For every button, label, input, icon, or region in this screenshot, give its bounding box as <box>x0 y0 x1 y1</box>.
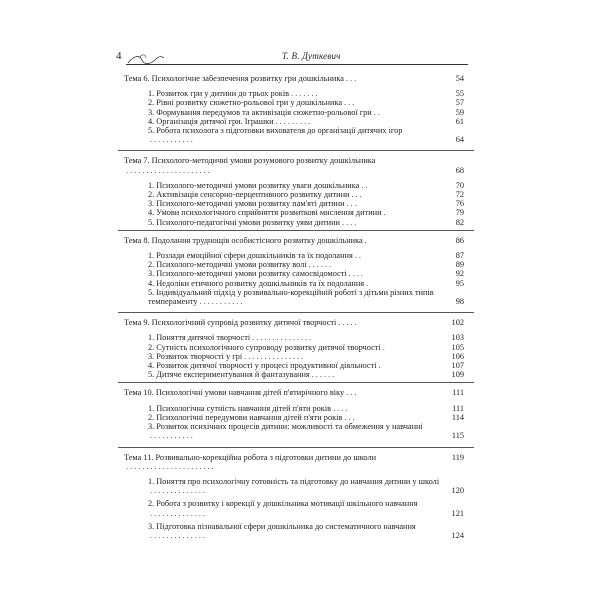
section-page: 54 <box>455 74 464 83</box>
leader-dots: ...... <box>311 370 337 380</box>
section-page: 111 <box>452 388 464 398</box>
item-text: 1. Розлади емоційної сфери дошкільників та їх подолання <box>148 251 353 261</box>
leader-dots: . <box>382 342 387 352</box>
leader-dots: .... <box>348 269 365 279</box>
section-title-text: Тема 10. Психологічні умови навчання дітей п'ятирічного віку <box>124 388 345 398</box>
toc-section <box>124 236 464 315</box>
section-divider <box>124 148 464 153</box>
section-title-text: Тема 6. Психологічне забезпечення розвитку гри дошкільника <box>124 74 344 83</box>
toc-section <box>124 388 464 449</box>
item-page: 107 <box>451 361 464 371</box>
item-page: 109 <box>451 370 464 380</box>
toc-section <box>124 156 464 232</box>
leader-dots: ..... <box>338 318 359 328</box>
leader-dots: ... <box>344 412 357 422</box>
leader-dots: .. <box>373 107 382 117</box>
item-page: 82 <box>455 217 464 227</box>
item-page: 87 <box>455 251 464 261</box>
item-text: 4. Організація дитячої гри. Іграшки <box>148 116 274 126</box>
leader-dots: ............... <box>244 351 306 361</box>
list-item <box>148 108 464 117</box>
list-item <box>148 269 464 278</box>
toc-section <box>124 318 464 385</box>
list-item <box>148 343 464 352</box>
leader-dots: .............. <box>150 530 208 540</box>
item-text: 3. Розвиток психічних процесів дитини: можливості та обмеження у навчанні <box>148 422 423 432</box>
item-page: 55 <box>455 89 464 99</box>
item-page: 70 <box>455 180 464 190</box>
item-text: 4. Недоліки етичного розвитку дошкільників та їх подолання <box>148 278 365 288</box>
item-page: 95 <box>455 278 464 288</box>
item-page: 61 <box>455 116 464 126</box>
item-page: 79 <box>455 208 464 218</box>
item-page: 57 <box>455 98 464 108</box>
list-item <box>148 333 464 342</box>
item-text: 3. Підготовка пізнавальної сфери дошкільника до систематичного навчання <box>148 521 416 531</box>
leader-dots: ... <box>345 74 359 83</box>
page-number: 4 <box>116 50 122 62</box>
item-text: 1. Поняття про психологічну готовність та підготовку до навчання дитини у школі <box>148 476 440 486</box>
section-divider <box>124 228 464 233</box>
list-item <box>148 89 464 98</box>
item-text: 2. Психологічні передумови навчання дітей п'яти років <box>148 412 343 422</box>
section-title <box>124 236 464 245</box>
item-text: 3. Розвиток творчості у грі <box>148 351 243 361</box>
leader-dots: . <box>364 235 369 245</box>
list-item <box>148 117 464 126</box>
item-text: 2. Сутність психологічного супроводу розвитку дитячої творчості <box>148 342 381 352</box>
leader-dots: .. <box>354 251 363 261</box>
section-title <box>124 156 464 174</box>
leader-dots: .... <box>342 217 359 227</box>
item-text: 4. Розвиток дитячої творчості у процесі продуктивної діяльності <box>148 361 377 371</box>
leader-dots: ........... <box>199 297 245 307</box>
toc-section <box>124 453 464 541</box>
leader-dots: ...... <box>308 260 334 270</box>
list-item <box>148 181 464 190</box>
section-page: 68 <box>455 165 464 175</box>
list-item <box>148 208 464 217</box>
header-rule <box>126 64 468 65</box>
item-page: 103 <box>451 333 464 343</box>
section-title <box>124 318 464 327</box>
section-title-text: Тема 7. Психолого-методичні умови розумового розвитку дошкільника <box>124 156 376 166</box>
item-page: 120 <box>451 486 464 496</box>
section-title-text: Тема 9. Психологічний супровід розвитку дитячої творчості <box>124 318 337 328</box>
toc-section <box>124 74 464 153</box>
item-page: 98 <box>455 297 464 307</box>
page-header <box>116 50 468 66</box>
list-item <box>148 251 464 260</box>
item-text: 1. Психологічна сутність навчання дітей п'яти років <box>148 403 332 413</box>
item-page: 115 <box>451 431 464 441</box>
leader-dots: ........... <box>150 431 195 441</box>
leader-dots: ......... <box>275 116 313 126</box>
item-page: 89 <box>455 260 464 270</box>
item-text: 2. Робота з розвитку і корекції у дошкільника мотивації шкільного навчання <box>148 499 418 509</box>
table-of-contents <box>124 74 464 541</box>
item-page: 124 <box>451 530 464 540</box>
leader-dots: ... <box>344 98 357 108</box>
section-title <box>124 453 464 471</box>
section-page: 102 <box>451 318 464 328</box>
list-item <box>148 522 464 540</box>
item-page: 106 <box>451 351 464 361</box>
item-text: 1. Психолого-методичні умови розвитку уваги дошкільника <box>148 180 360 190</box>
item-text: 1. Поняття дитячої творчості <box>148 333 251 343</box>
list-item <box>148 370 464 379</box>
author-name: Т. В. Дуткевич <box>282 51 341 61</box>
list-item <box>148 279 464 288</box>
section-page: 86 <box>455 235 464 245</box>
item-page: 59 <box>455 107 464 117</box>
list-item <box>148 352 464 361</box>
item-text: 1. Розвиток гри у дитини до трьох років <box>148 89 290 99</box>
section-divider <box>124 380 464 385</box>
list-item <box>148 98 464 107</box>
item-text: 3. Психолого-методичні умови розвитку пам'яті дитини <box>148 199 345 209</box>
item-page: 114 <box>451 412 464 422</box>
item-page: 92 <box>455 269 464 279</box>
item-page: 105 <box>451 342 464 352</box>
item-page: 111 <box>452 403 464 413</box>
item-text: 2. Психолого-методичні умови розвитку волі <box>148 260 307 270</box>
list-item <box>148 218 464 227</box>
leader-dots: ............... <box>252 333 314 343</box>
section-divider <box>124 310 464 315</box>
item-page: 72 <box>455 190 464 200</box>
list-item <box>148 190 464 199</box>
item-text: 2. Активізація сенсорно-перцептивного розвитку дитини <box>148 190 350 200</box>
leader-dots: ...................... <box>126 461 216 471</box>
list-item <box>148 199 464 208</box>
leader-dots: ..................... <box>126 165 212 175</box>
leader-dots: .............. <box>150 486 208 496</box>
item-page: 121 <box>451 508 464 518</box>
item-text: 5. Робота психолога з підготовки вихователя до організації дитячих ігор <box>148 126 403 136</box>
item-text: 3. Психолого-методичні умови розвитку самосвідомості <box>148 269 347 279</box>
leader-dots: ... <box>351 190 364 200</box>
leader-dots: ....... <box>291 89 320 99</box>
leader-dots: .............. <box>150 508 208 518</box>
list-item <box>148 288 464 306</box>
list-item <box>148 477 464 495</box>
item-text: 3. Формування передумов та активізація сюжетно-рольової гри <box>148 107 372 117</box>
section-title <box>124 388 464 397</box>
section-title <box>124 74 464 83</box>
list-item <box>148 413 464 422</box>
list-item <box>148 422 464 440</box>
item-text: 4. Умови психологічного сприйняття розвиткові мислення дитини <box>148 208 382 218</box>
section-title-text: Тема 8. Подолання труднощів особистісного розвитку дошкільника <box>124 235 363 245</box>
item-text: 5. Індивідуальний підхід у розвивально-корекційній роботі з дітьми різних типів темпераменту <box>148 287 434 307</box>
item-text: 2. Рівні розвитку сюжетно-рольової гри у дошкільника <box>148 98 343 108</box>
list-item <box>148 404 464 413</box>
section-divider <box>124 445 464 450</box>
item-page: 76 <box>455 199 464 209</box>
leader-dots: . <box>366 278 371 288</box>
item-text: 5. Дитяче експериментування й фантазування <box>148 370 310 380</box>
leader-dots: . <box>383 208 388 218</box>
section-page: 119 <box>451 452 464 462</box>
section-title-text: Тема 11. Розвивально-корекційна робота з підготовки дитини до школи <box>124 452 377 462</box>
list-item <box>148 361 464 370</box>
list-item <box>148 499 464 517</box>
leader-dots: . <box>378 361 383 371</box>
item-page: 64 <box>455 135 464 145</box>
leader-dots: .. <box>361 180 370 190</box>
list-item <box>148 260 464 269</box>
leader-dots: ........... <box>150 135 195 145</box>
leader-dots: .... <box>333 403 350 413</box>
list-item <box>148 126 464 144</box>
leader-dots: ... <box>346 199 359 209</box>
leader-dots: ... <box>346 388 359 398</box>
item-text: 5. Психолого-педагогічні умови розвитку уяви дитини <box>148 217 341 227</box>
